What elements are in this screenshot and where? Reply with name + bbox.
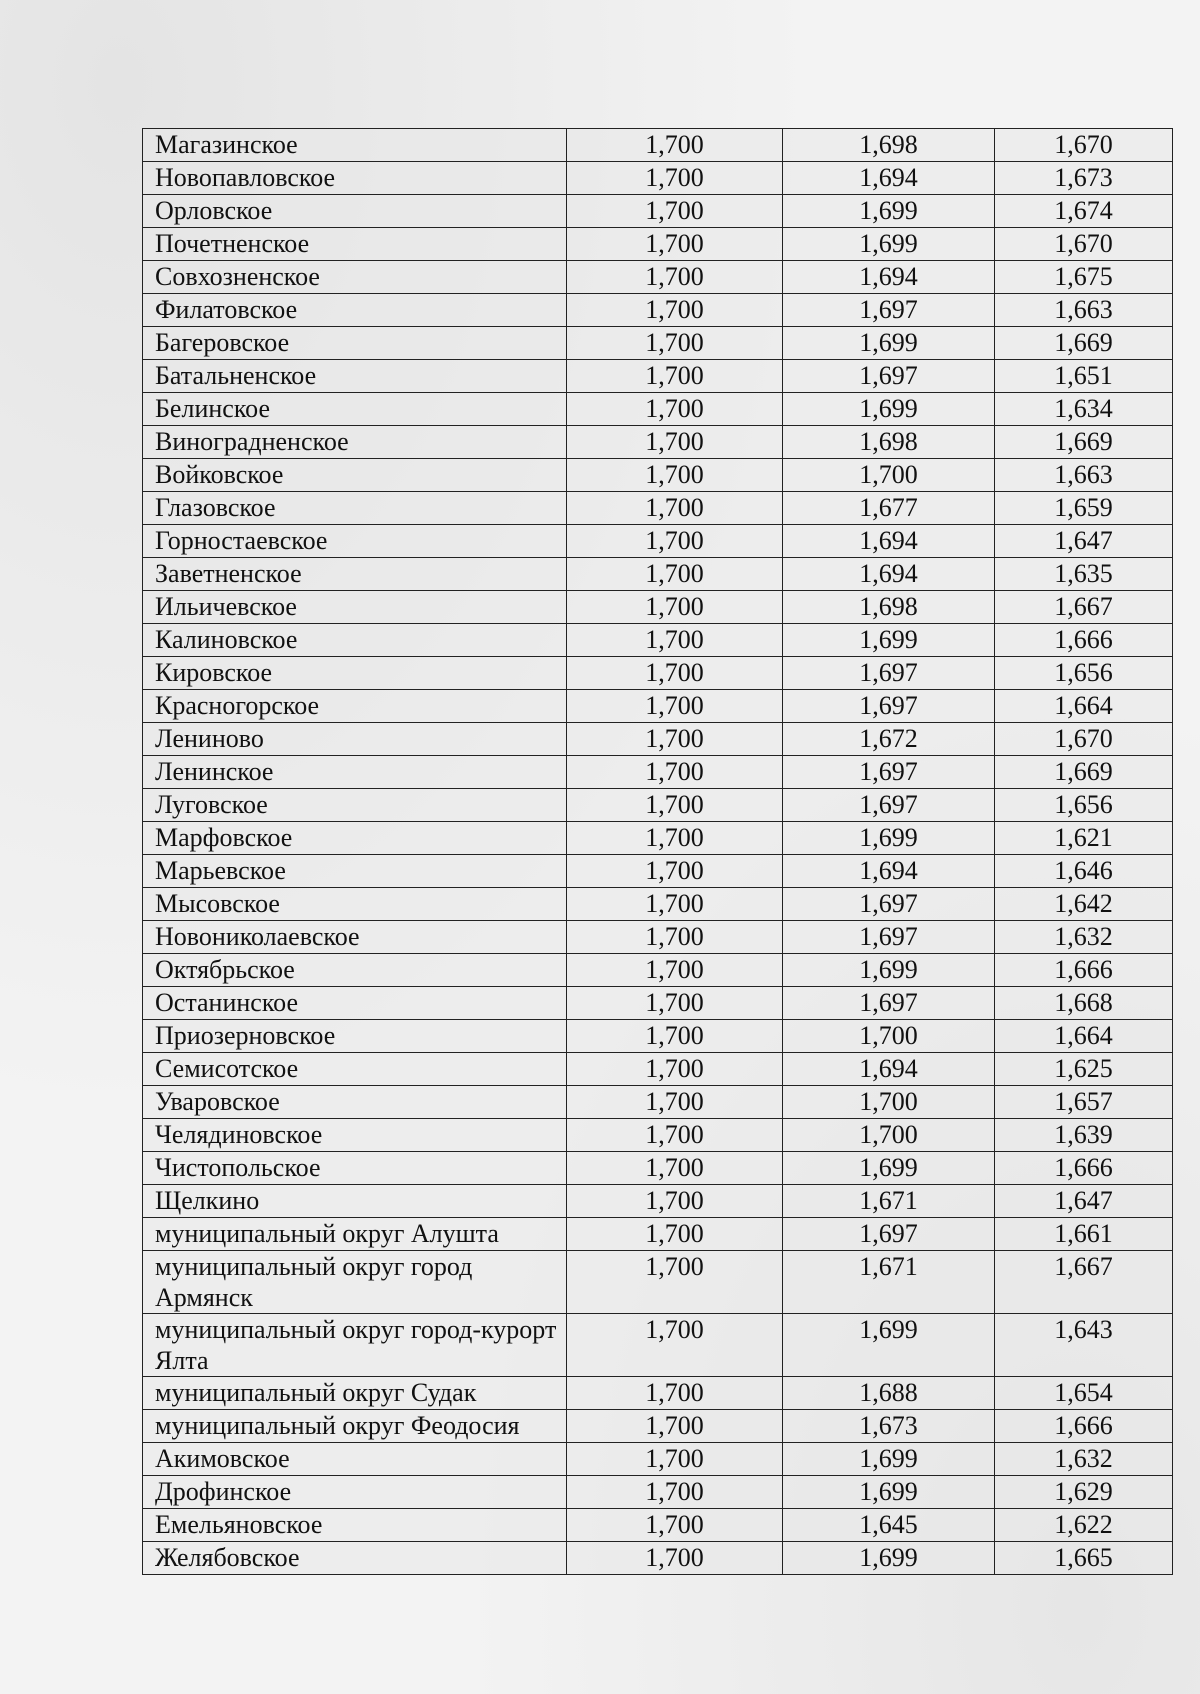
value-3-cell: 1,670 bbox=[995, 723, 1173, 756]
value-2-cell: 1,697 bbox=[783, 690, 995, 723]
value-3-cell: 1,643 bbox=[995, 1314, 1173, 1377]
table-row bbox=[143, 525, 1173, 558]
table-row bbox=[143, 657, 1173, 690]
table-row bbox=[143, 426, 1173, 459]
value-2-cell: 1,697 bbox=[783, 360, 995, 393]
value-3-cell: 1,675 bbox=[995, 261, 1173, 294]
settlement-name-cell: Багеровское bbox=[143, 327, 567, 360]
value-1-cell: 1,700 bbox=[567, 393, 783, 426]
value-1-cell: 1,700 bbox=[567, 459, 783, 492]
table-row bbox=[143, 789, 1173, 822]
value-1-cell: 1,700 bbox=[567, 327, 783, 360]
value-2-cell: 1,699 bbox=[783, 195, 995, 228]
value-2-cell: 1,699 bbox=[783, 624, 995, 657]
settlement-name-cell: Красногорское bbox=[143, 690, 567, 723]
value-2-cell: 1,697 bbox=[783, 789, 995, 822]
value-1-cell: 1,700 bbox=[567, 1476, 783, 1509]
value-2-cell: 1,699 bbox=[783, 954, 995, 987]
value-2-cell: 1,700 bbox=[783, 1086, 995, 1119]
settlement-name-cell: Октябрьское bbox=[143, 954, 567, 987]
value-3-cell: 1,664 bbox=[995, 1020, 1173, 1053]
table-row bbox=[143, 1377, 1173, 1410]
value-2-cell: 1,698 bbox=[783, 591, 995, 624]
table-row bbox=[143, 261, 1173, 294]
settlement-name-cell: Мысовское bbox=[143, 888, 567, 921]
settlement-name-cell: Совхозненское bbox=[143, 261, 567, 294]
value-1-cell: 1,700 bbox=[567, 492, 783, 525]
value-3-cell: 1,666 bbox=[995, 624, 1173, 657]
value-3-cell: 1,670 bbox=[995, 129, 1173, 162]
settlement-name-cell: Новониколаевское bbox=[143, 921, 567, 954]
table-row bbox=[143, 1251, 1173, 1314]
value-3-cell: 1,651 bbox=[995, 360, 1173, 393]
settlement-name-cell: Ильичевское bbox=[143, 591, 567, 624]
value-2-cell: 1,673 bbox=[783, 1410, 995, 1443]
table-row bbox=[143, 756, 1173, 789]
value-3-cell: 1,659 bbox=[995, 492, 1173, 525]
table-row bbox=[143, 1314, 1173, 1377]
table-row bbox=[143, 1020, 1173, 1053]
table-row bbox=[143, 327, 1173, 360]
value-1-cell: 1,700 bbox=[567, 360, 783, 393]
value-3-cell: 1,647 bbox=[995, 1185, 1173, 1218]
settlement-name-cell: Магазинское bbox=[143, 129, 567, 162]
settlement-name-cell: Семисотское bbox=[143, 1053, 567, 1086]
value-2-cell: 1,694 bbox=[783, 525, 995, 558]
settlement-name-cell: Уваровское bbox=[143, 1086, 567, 1119]
settlement-name-cell: Ленинское bbox=[143, 756, 567, 789]
value-2-cell: 1,697 bbox=[783, 921, 995, 954]
value-1-cell: 1,700 bbox=[567, 690, 783, 723]
value-2-cell: 1,697 bbox=[783, 294, 995, 327]
value-2-cell: 1,697 bbox=[783, 987, 995, 1020]
value-1-cell: 1,700 bbox=[567, 1020, 783, 1053]
value-2-cell: 1,699 bbox=[783, 1152, 995, 1185]
settlement-name-cell: Марфовское bbox=[143, 822, 567, 855]
value-3-cell: 1,634 bbox=[995, 393, 1173, 426]
value-2-cell: 1,700 bbox=[783, 1119, 995, 1152]
value-1-cell: 1,700 bbox=[567, 756, 783, 789]
settlement-name-cell: муниципальный округ город Армянск bbox=[143, 1251, 567, 1314]
table-row bbox=[143, 690, 1173, 723]
value-1-cell: 1,700 bbox=[567, 1410, 783, 1443]
settlement-name-cell: Заветненское bbox=[143, 558, 567, 591]
value-3-cell: 1,667 bbox=[995, 1251, 1173, 1314]
value-3-cell: 1,664 bbox=[995, 690, 1173, 723]
settlement-name-cell: Виноградненское bbox=[143, 426, 567, 459]
value-3-cell: 1,635 bbox=[995, 558, 1173, 591]
value-3-cell: 1,621 bbox=[995, 822, 1173, 855]
value-1-cell: 1,700 bbox=[567, 261, 783, 294]
table-row bbox=[143, 921, 1173, 954]
value-3-cell: 1,670 bbox=[995, 228, 1173, 261]
value-2-cell: 1,694 bbox=[783, 558, 995, 591]
value-2-cell: 1,700 bbox=[783, 459, 995, 492]
value-2-cell: 1,694 bbox=[783, 1053, 995, 1086]
settlement-name-cell: Филатовское bbox=[143, 294, 567, 327]
table-row bbox=[143, 492, 1173, 525]
value-3-cell: 1,673 bbox=[995, 162, 1173, 195]
value-3-cell: 1,663 bbox=[995, 294, 1173, 327]
settlement-name-cell: Кировское bbox=[143, 657, 567, 690]
settlement-name-cell: Дрофинское bbox=[143, 1476, 567, 1509]
value-1-cell: 1,700 bbox=[567, 723, 783, 756]
value-3-cell: 1,646 bbox=[995, 855, 1173, 888]
table-row bbox=[143, 987, 1173, 1020]
settlement-name-cell: муниципальный округ Феодосия bbox=[143, 1410, 567, 1443]
value-1-cell: 1,700 bbox=[567, 789, 783, 822]
table-row bbox=[143, 1443, 1173, 1476]
value-2-cell: 1,697 bbox=[783, 1218, 995, 1251]
settlement-name-cell: Батальненское bbox=[143, 360, 567, 393]
value-1-cell: 1,700 bbox=[567, 1119, 783, 1152]
value-2-cell: 1,697 bbox=[783, 657, 995, 690]
settlement-name-cell: Войковское bbox=[143, 459, 567, 492]
value-2-cell: 1,694 bbox=[783, 261, 995, 294]
table-row bbox=[143, 591, 1173, 624]
settlement-name-cell: муниципальный округ Алушта bbox=[143, 1218, 567, 1251]
settlement-name-cell: Луговское bbox=[143, 789, 567, 822]
settlement-name-cell: Глазовское bbox=[143, 492, 567, 525]
value-2-cell: 1,672 bbox=[783, 723, 995, 756]
value-1-cell: 1,700 bbox=[567, 525, 783, 558]
table-row bbox=[143, 954, 1173, 987]
value-2-cell: 1,671 bbox=[783, 1251, 995, 1314]
value-1-cell: 1,700 bbox=[567, 1251, 783, 1314]
table-row bbox=[143, 855, 1173, 888]
table-row bbox=[143, 1476, 1173, 1509]
value-3-cell: 1,674 bbox=[995, 195, 1173, 228]
value-3-cell: 1,632 bbox=[995, 1443, 1173, 1476]
table-row bbox=[143, 393, 1173, 426]
value-2-cell: 1,699 bbox=[783, 1443, 995, 1476]
value-1-cell: 1,700 bbox=[567, 657, 783, 690]
value-2-cell: 1,697 bbox=[783, 888, 995, 921]
table-row bbox=[143, 360, 1173, 393]
value-2-cell: 1,694 bbox=[783, 855, 995, 888]
value-1-cell: 1,700 bbox=[567, 1314, 783, 1377]
value-2-cell: 1,677 bbox=[783, 492, 995, 525]
settlement-name-cell: Акимовское bbox=[143, 1443, 567, 1476]
settlement-name-cell: Калиновское bbox=[143, 624, 567, 657]
value-1-cell: 1,700 bbox=[567, 162, 783, 195]
settlement-name-cell: Челядиновское bbox=[143, 1119, 567, 1152]
value-1-cell: 1,700 bbox=[567, 294, 783, 327]
settlement-name-cell: Горностаевское bbox=[143, 525, 567, 558]
value-2-cell: 1,698 bbox=[783, 129, 995, 162]
value-3-cell: 1,656 bbox=[995, 657, 1173, 690]
value-1-cell: 1,700 bbox=[567, 888, 783, 921]
value-3-cell: 1,656 bbox=[995, 789, 1173, 822]
value-2-cell: 1,699 bbox=[783, 822, 995, 855]
value-3-cell: 1,657 bbox=[995, 1086, 1173, 1119]
table-body bbox=[143, 129, 1173, 1575]
settlement-name-cell: Щелкино bbox=[143, 1185, 567, 1218]
value-3-cell: 1,661 bbox=[995, 1218, 1173, 1251]
value-1-cell: 1,700 bbox=[567, 426, 783, 459]
value-2-cell: 1,699 bbox=[783, 1542, 995, 1575]
table-row bbox=[143, 228, 1173, 261]
value-1-cell: 1,700 bbox=[567, 591, 783, 624]
value-3-cell: 1,666 bbox=[995, 1152, 1173, 1185]
settlement-name-cell: Желябовское bbox=[143, 1542, 567, 1575]
table-row bbox=[143, 162, 1173, 195]
settlement-name-cell: Останинское bbox=[143, 987, 567, 1020]
value-3-cell: 1,666 bbox=[995, 1410, 1173, 1443]
value-2-cell: 1,699 bbox=[783, 1476, 995, 1509]
value-3-cell: 1,669 bbox=[995, 327, 1173, 360]
value-3-cell: 1,647 bbox=[995, 525, 1173, 558]
value-1-cell: 1,700 bbox=[567, 1218, 783, 1251]
value-1-cell: 1,700 bbox=[567, 1053, 783, 1086]
value-1-cell: 1,700 bbox=[567, 954, 783, 987]
table-row bbox=[143, 1185, 1173, 1218]
value-1-cell: 1,700 bbox=[567, 1185, 783, 1218]
value-1-cell: 1,700 bbox=[567, 1542, 783, 1575]
table-row bbox=[143, 129, 1173, 162]
settlement-name-cell: Чистопольское bbox=[143, 1152, 567, 1185]
value-1-cell: 1,700 bbox=[567, 987, 783, 1020]
settlement-name-cell: Новопавловское bbox=[143, 162, 567, 195]
value-3-cell: 1,654 bbox=[995, 1377, 1173, 1410]
table-row bbox=[143, 459, 1173, 492]
table-row bbox=[143, 1542, 1173, 1575]
value-2-cell: 1,671 bbox=[783, 1185, 995, 1218]
table-row bbox=[143, 195, 1173, 228]
table-row bbox=[143, 888, 1173, 921]
value-2-cell: 1,688 bbox=[783, 1377, 995, 1410]
value-3-cell: 1,629 bbox=[995, 1476, 1173, 1509]
table-row bbox=[143, 822, 1173, 855]
value-3-cell: 1,622 bbox=[995, 1509, 1173, 1542]
value-1-cell: 1,700 bbox=[567, 822, 783, 855]
value-1-cell: 1,700 bbox=[567, 228, 783, 261]
value-1-cell: 1,700 bbox=[567, 921, 783, 954]
value-2-cell: 1,700 bbox=[783, 1020, 995, 1053]
value-1-cell: 1,700 bbox=[567, 1509, 783, 1542]
settlement-name-cell: муниципальный округ Судак bbox=[143, 1377, 567, 1410]
table-row bbox=[143, 1218, 1173, 1251]
settlement-name-cell: муниципальный округ город-курорт Ялта bbox=[143, 1314, 567, 1377]
value-1-cell: 1,700 bbox=[567, 1377, 783, 1410]
settlement-name-cell: Почетненское bbox=[143, 228, 567, 261]
table-row bbox=[143, 1053, 1173, 1086]
table-row bbox=[143, 1410, 1173, 1443]
value-1-cell: 1,700 bbox=[567, 558, 783, 591]
table-row bbox=[143, 1152, 1173, 1185]
value-1-cell: 1,700 bbox=[567, 1152, 783, 1185]
settlement-name-cell: Марьевское bbox=[143, 855, 567, 888]
value-3-cell: 1,642 bbox=[995, 888, 1173, 921]
value-3-cell: 1,666 bbox=[995, 954, 1173, 987]
table-row bbox=[143, 1509, 1173, 1542]
table-row bbox=[143, 294, 1173, 327]
data-table bbox=[142, 128, 1173, 1575]
value-1-cell: 1,700 bbox=[567, 195, 783, 228]
value-2-cell: 1,698 bbox=[783, 426, 995, 459]
value-3-cell: 1,639 bbox=[995, 1119, 1173, 1152]
settlement-name-cell: Белинское bbox=[143, 393, 567, 426]
value-3-cell: 1,668 bbox=[995, 987, 1173, 1020]
value-2-cell: 1,697 bbox=[783, 756, 995, 789]
settlement-name-cell: Лениново bbox=[143, 723, 567, 756]
value-3-cell: 1,625 bbox=[995, 1053, 1173, 1086]
value-3-cell: 1,669 bbox=[995, 426, 1173, 459]
settlement-name-cell: Приозерновское bbox=[143, 1020, 567, 1053]
table-row bbox=[143, 723, 1173, 756]
value-2-cell: 1,699 bbox=[783, 393, 995, 426]
table-row bbox=[143, 1119, 1173, 1152]
value-1-cell: 1,700 bbox=[567, 855, 783, 888]
value-2-cell: 1,699 bbox=[783, 327, 995, 360]
table-row bbox=[143, 558, 1173, 591]
settlement-name-cell: Емельяновское bbox=[143, 1509, 567, 1542]
value-3-cell: 1,663 bbox=[995, 459, 1173, 492]
table-row bbox=[143, 1086, 1173, 1119]
value-3-cell: 1,665 bbox=[995, 1542, 1173, 1575]
value-2-cell: 1,694 bbox=[783, 162, 995, 195]
value-2-cell: 1,699 bbox=[783, 228, 995, 261]
settlement-name-cell: Орловское bbox=[143, 195, 567, 228]
value-3-cell: 1,667 bbox=[995, 591, 1173, 624]
table-row bbox=[143, 624, 1173, 657]
value-2-cell: 1,645 bbox=[783, 1509, 995, 1542]
value-3-cell: 1,669 bbox=[995, 756, 1173, 789]
value-1-cell: 1,700 bbox=[567, 1086, 783, 1119]
value-1-cell: 1,700 bbox=[567, 624, 783, 657]
value-1-cell: 1,700 bbox=[567, 129, 783, 162]
value-2-cell: 1,699 bbox=[783, 1314, 995, 1377]
value-3-cell: 1,632 bbox=[995, 921, 1173, 954]
value-1-cell: 1,700 bbox=[567, 1443, 783, 1476]
